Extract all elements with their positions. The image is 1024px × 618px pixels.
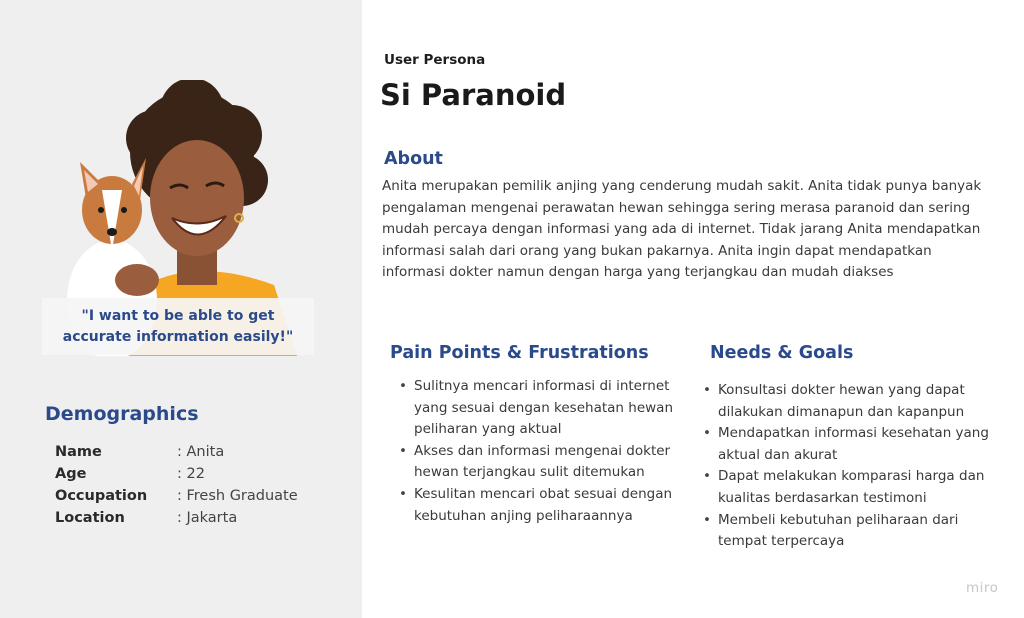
demographics-title: Demographics xyxy=(45,403,199,425)
needs-goals-list xyxy=(700,380,990,553)
persona-quote: "I want to be able to get accurate information easily!" xyxy=(62,307,294,345)
list-item-text: Dapat melakukan komparasi harga dan kualitas berdasarkan testimoni xyxy=(718,468,985,506)
list-item xyxy=(700,510,990,553)
bullet-icon: • xyxy=(399,485,407,502)
list-item xyxy=(700,380,990,423)
demographics-table xyxy=(55,441,335,529)
persona-eyebrow: User Persona xyxy=(384,52,486,68)
demographics-row-name xyxy=(55,441,335,463)
demographics-value: : Fresh Graduate xyxy=(177,488,298,504)
list-item-text: Kesulitan mencari obat sesuai dengan kebutuhan anjing peliharaannya xyxy=(414,485,673,524)
persona-title: Si Paranoid xyxy=(380,78,567,112)
list-item xyxy=(700,466,990,509)
bullet-icon: • xyxy=(703,511,711,528)
demographics-row-location xyxy=(55,507,335,529)
demographics-label: Age xyxy=(55,466,87,482)
list-item-text: Membeli kebutuhan peliharaan dari tempat terpercaya xyxy=(718,511,959,550)
demographics-row-age xyxy=(55,463,335,485)
bullet-icon: • xyxy=(703,382,711,398)
list-item-text: Konsultasi dokter hewan yang dapat dilakukan dimanapun dan kapanpun xyxy=(718,382,965,420)
list-item xyxy=(396,376,686,441)
list-item-text: Akses dan informasi mengenai dokter hewan terjangkau sulit ditemukan xyxy=(414,442,671,481)
list-item-text: Sulitnya mencari informasi di internet yang sesuai dengan kesehatan hewan peliharan yang aktual xyxy=(414,378,673,438)
bullet-icon: • xyxy=(703,468,711,485)
demographics-row-occupation xyxy=(55,485,335,507)
demographics-value: : Anita xyxy=(177,444,225,460)
demographics-value: : 22 xyxy=(177,466,205,482)
list-item-text: Mendapatkan informasi kesehatan yang aktual dan akurat xyxy=(718,425,989,463)
demographics-value: : Jakarta xyxy=(177,510,238,526)
bullet-icon: • xyxy=(703,425,711,442)
pain-points-title: Pain Points & Frustrations xyxy=(390,343,649,363)
bullet-icon: • xyxy=(399,442,407,459)
bullet-icon: • xyxy=(399,378,407,394)
needs-goals-title: Needs & Goals xyxy=(710,343,854,363)
list-item xyxy=(396,441,686,484)
miro-watermark: miro xyxy=(966,580,999,596)
list-item xyxy=(700,423,990,466)
demographics-label: Name xyxy=(55,444,102,460)
demographics-label: Occupation xyxy=(55,488,148,504)
about-text: Anita merupakan pemilik anjing yang cenderung mudah sakit. Anita tidak punya banyak pengalaman mengenai perawatan hewan sehingga sering merasa paranoid dan sering mudah percaya dengan informasi yang ada di internet. Tidak jarang Anita mendapatkan informasi salah dari orang yang bukan pakarnya. Anita ingin dapat mendapatkan informasi dokter namun dengan harga yang terjangkau dan mudah diakses xyxy=(382,178,982,281)
pain-points-list xyxy=(396,376,686,527)
demographics-label: Location xyxy=(55,510,125,526)
list-item xyxy=(396,484,686,527)
about-title: About xyxy=(384,149,443,169)
persona-quote-box xyxy=(42,298,314,355)
